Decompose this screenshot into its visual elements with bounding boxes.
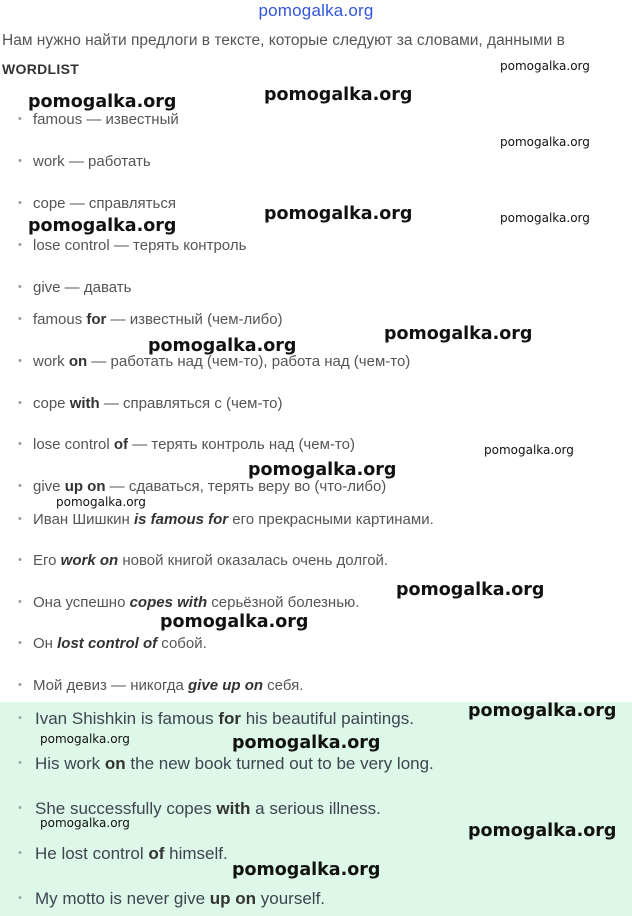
preposition: up on: [209, 889, 257, 908]
bullet-icon: •: [18, 679, 22, 691]
answer-item: [18, 709, 414, 729]
bullet-icon: •: [18, 513, 22, 525]
bullet-icon: •: [18, 802, 22, 814]
list-item: [18, 311, 283, 328]
preposition: for: [86, 311, 107, 328]
item-text: — терять контроль над (чем-то): [128, 436, 355, 453]
watermark: pomogalka.org: [484, 443, 574, 457]
item-text: yourself.: [256, 889, 326, 908]
bullet-icon: •: [18, 757, 22, 769]
item-text: Он: [33, 635, 58, 652]
item-text: Иван Шишкин: [33, 511, 134, 528]
item-text: его прекрасными картинами.: [228, 511, 434, 528]
phrase-highlight: work on: [60, 552, 119, 569]
bullet-icon: •: [18, 480, 22, 492]
answer-item: [18, 844, 228, 864]
bullet-icon: •: [18, 239, 22, 251]
item-text: His work: [35, 754, 105, 773]
item-text: He lost control: [35, 844, 149, 863]
item-text: Она успешно: [33, 594, 130, 611]
watermark: pomogalka.org: [160, 612, 309, 632]
bullet-icon: •: [18, 281, 22, 293]
watermark: pomogalka.org: [264, 204, 413, 224]
preposition: up on: [64, 478, 106, 495]
item-text: себя.: [263, 677, 304, 694]
list-item: [18, 511, 434, 528]
watermark: pomogalka.org: [56, 495, 146, 509]
item-text: серьёзной болезнью.: [207, 594, 360, 611]
watermark: pomogalka.org: [148, 336, 297, 356]
item-text: lose control — терять контроль: [33, 237, 247, 254]
bullet-icon: •: [18, 596, 22, 608]
item-text: famous — известный: [33, 111, 179, 128]
phrase-highlight: give up on: [188, 677, 264, 694]
item-text: give: [33, 478, 65, 495]
list-item: [18, 195, 176, 212]
phrase-highlight: copes with: [129, 594, 208, 611]
watermark: pomogalka.org: [232, 860, 381, 880]
watermark: pomogalka.org: [28, 92, 177, 112]
watermark: pomogalka.org: [500, 135, 590, 149]
watermark: pomogalka.org: [384, 324, 533, 344]
bullet-icon: •: [18, 637, 22, 649]
item-text: — известный (чем-либо): [106, 311, 283, 328]
item-text: — справляться с (чем-то): [99, 395, 283, 412]
list-item: [18, 635, 207, 652]
item-text: собой.: [157, 635, 207, 652]
answer-item: [18, 754, 434, 774]
item-text: Мой девиз — никогда: [33, 677, 189, 694]
list-item: [18, 594, 359, 611]
watermark: pomogalka.org: [468, 701, 617, 721]
item-text: My motto is never give: [35, 889, 210, 908]
watermark: pomogalka.org: [468, 821, 617, 841]
watermark: pomogalka.org: [40, 732, 130, 746]
answer-item: [18, 889, 325, 909]
item-text: Ivan Shishkin is famous: [35, 709, 219, 728]
bullet-icon: •: [18, 892, 22, 904]
list-item: [18, 237, 246, 254]
item-text: — сдаваться, терять веру во (что-либо): [105, 478, 387, 495]
item-text: She successfully copes: [35, 799, 217, 818]
item-text: work — работать: [33, 153, 151, 170]
item-text: Его: [33, 552, 61, 569]
bullet-icon: •: [18, 355, 22, 367]
list-item: [18, 395, 283, 412]
item-text: — работать над (чем-то), работа над (чем-то): [87, 353, 411, 370]
watermark: pomogalka.org: [232, 733, 381, 753]
preposition: with: [216, 799, 251, 818]
list-item: [18, 279, 131, 296]
bullet-icon: •: [18, 113, 22, 125]
item-text: his beautiful paintings.: [240, 709, 414, 728]
preposition: on: [104, 754, 126, 773]
preposition: on: [68, 353, 88, 370]
bullet-icon: •: [18, 438, 22, 450]
preposition: of: [113, 436, 129, 453]
watermark: pomogalka.org: [500, 59, 590, 73]
item-text: cope: [33, 395, 70, 412]
item-text: the new book turned out to be very long.: [125, 754, 434, 773]
item-text: a serious illness.: [250, 799, 381, 818]
list-item: [18, 478, 386, 495]
watermark: pomogalka.org: [28, 216, 177, 236]
bullet-icon: •: [18, 712, 22, 724]
watermark: pomogalka.org: [500, 211, 590, 225]
item-text: famous: [33, 311, 87, 328]
item-text: cope — справляться: [33, 195, 176, 212]
intro-text: Нам нужно найти предлоги в тексте, которые следуют за словами, данными в: [2, 32, 565, 49]
bullet-icon: •: [18, 313, 22, 325]
item-text: work: [33, 353, 69, 370]
preposition: with: [69, 395, 100, 412]
list-item: [18, 153, 151, 170]
bullet-icon: •: [18, 847, 22, 859]
preposition: for: [218, 709, 241, 728]
list-item: [18, 436, 355, 453]
item-text: give — давать: [33, 279, 132, 296]
bullet-icon: •: [18, 397, 22, 409]
list-item: [18, 552, 388, 569]
item-text: himself.: [164, 844, 228, 863]
watermark: pomogalka.org: [264, 85, 413, 105]
watermark: pomogalka.org: [40, 816, 130, 830]
wordlist-title: WORDLIST: [2, 61, 80, 77]
item-text: новой книгой оказалась очень долгой.: [118, 552, 389, 569]
preposition: of: [148, 844, 165, 863]
list-item: [18, 677, 303, 694]
bullet-icon: •: [18, 155, 22, 167]
watermark: pomogalka.org: [396, 580, 545, 600]
item-text: lose control: [33, 436, 114, 453]
bullet-icon: •: [18, 554, 22, 566]
site-link[interactable]: pomogalka.org: [258, 1, 374, 20]
list-item: [18, 111, 179, 128]
watermark: pomogalka.org: [248, 460, 397, 480]
phrase-highlight: is famous for: [133, 511, 229, 528]
bullet-icon: •: [18, 197, 22, 209]
phrase-highlight: lost control of: [57, 635, 158, 652]
